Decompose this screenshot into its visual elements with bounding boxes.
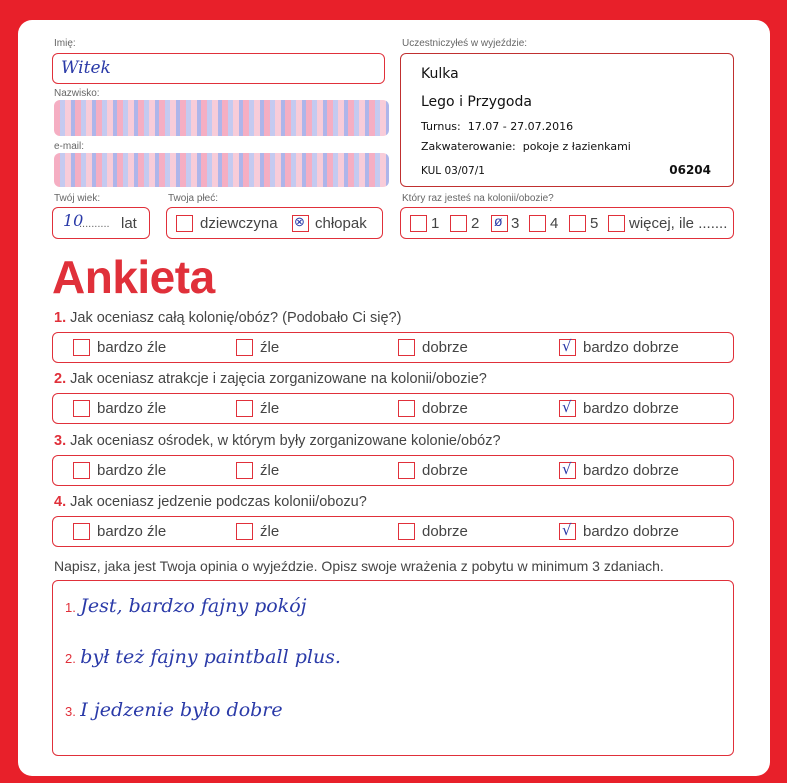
- camp-card: [400, 53, 734, 187]
- survey-title: Ankieta: [52, 251, 215, 303]
- age-value: 10: [63, 211, 84, 230]
- age-dots: ..........: [79, 218, 110, 230]
- opinion-line-3: [65, 699, 283, 721]
- question-number: 4.: [54, 494, 67, 510]
- question-number: 1.: [54, 310, 67, 326]
- name-value: Witek: [61, 58, 111, 78]
- gender-checkbox-boy[interactable]: [292, 215, 309, 232]
- q2-checkbox-3[interactable]: [398, 400, 415, 417]
- q1-checkbox-1[interactable]: [73, 339, 90, 356]
- email-redacted: [54, 153, 389, 187]
- times-checkbox-5[interactable]: [569, 215, 586, 232]
- q4-checkbox-1[interactable]: [73, 523, 90, 540]
- accom-row: [421, 140, 631, 153]
- camp-program: Lego i Przygoda: [421, 94, 532, 110]
- opinion-line-num: 2.: [65, 651, 76, 666]
- q2-option-label: bardzo źle: [97, 400, 167, 417]
- times-checkbox-4[interactable]: [529, 215, 546, 232]
- age-unit: lat: [121, 215, 137, 232]
- q4-option-label: dobrze: [422, 523, 468, 540]
- opinion-line-num: 3.: [65, 704, 76, 719]
- scribble-mark-icon: ⊗: [294, 214, 305, 229]
- q4-checkbox-4[interactable]: [559, 523, 576, 540]
- name-label: Imię:: [54, 38, 76, 49]
- q1-option-label: bardzo dobrze: [583, 339, 679, 356]
- q3-checkbox-1[interactable]: [73, 462, 90, 479]
- camp-number: 06204: [669, 163, 711, 177]
- gender-field: [166, 207, 383, 239]
- question-2-options: [52, 393, 734, 424]
- scribble-mark-icon: ø: [494, 213, 503, 229]
- turnus-row: [421, 120, 573, 133]
- question-2-text: [54, 371, 487, 387]
- question-label: Jak oceniasz całą kolonię/obóz? (Podobało Ci się?): [70, 310, 402, 326]
- times-checkbox-more[interactable]: [608, 215, 625, 232]
- gender-option-boy: chłopak: [315, 215, 367, 232]
- q1-checkbox-3[interactable]: [398, 339, 415, 356]
- surname-redacted: [54, 100, 389, 136]
- times-option-more: więcej, ile .......: [629, 215, 728, 232]
- opinion-prompt: Napisz, jaka jest Twoja opinia o wyjeździe. Opisz swoje wrażenia z pobytu w minimum 3 zdaniach.: [54, 558, 664, 574]
- q2-option-label: dobrze: [422, 400, 468, 417]
- question-label: Jak oceniasz jedzenie podczas kolonii/obozu?: [70, 494, 367, 510]
- q4-checkbox-3[interactable]: [398, 523, 415, 540]
- gender-checkbox-girl[interactable]: [176, 215, 193, 232]
- gender-label: Twoja płeć:: [168, 193, 219, 204]
- question-3-text: [54, 433, 501, 449]
- question-label: Jak oceniasz atrakcje i zajęcia zorganizowane na kolonii/obozie?: [70, 371, 487, 387]
- camp-code: KUL 03/07/1: [421, 165, 485, 177]
- q2-option-label: źle: [260, 400, 280, 417]
- age-label: Twój wiek:: [54, 193, 101, 204]
- age-field[interactable]: [52, 207, 150, 239]
- question-label: Jak oceniasz ośrodek, w którym były zorganizowane kolonie/obóz?: [70, 433, 501, 449]
- accom-label: Zakwaterowanie:: [421, 140, 516, 153]
- q3-option-label: bardzo źle: [97, 462, 167, 479]
- participant-label: Uczestniczyłeś w wyjeździe:: [402, 38, 528, 49]
- opinion-line-text: Jest, bardzo fajny pokój: [80, 595, 307, 617]
- q3-option-label: źle: [260, 462, 280, 479]
- q4-checkbox-2[interactable]: [236, 523, 253, 540]
- times-checkbox-2[interactable]: [450, 215, 467, 232]
- q4-option-label: bardzo dobrze: [583, 523, 679, 540]
- q1-checkbox-4[interactable]: [559, 339, 576, 356]
- turnus-value: 17.07 - 27.07.2016: [467, 120, 574, 133]
- q2-checkbox-1[interactable]: [73, 400, 90, 417]
- times-checkbox-1[interactable]: [410, 215, 427, 232]
- question-number: 2.: [54, 371, 67, 387]
- opinion-line-text: był też fajny paintball plus.: [80, 646, 341, 668]
- times-label: Który raz jesteś na kolonii/obozie?: [402, 193, 554, 204]
- times-checkbox-3[interactable]: [491, 215, 508, 232]
- check-mark-icon: √: [562, 460, 572, 478]
- question-4-text: [54, 494, 367, 510]
- question-3-options: [52, 455, 734, 486]
- opinion-line-num: 1.: [65, 600, 76, 615]
- q1-checkbox-2[interactable]: [236, 339, 253, 356]
- q4-option-label: bardzo źle: [97, 523, 167, 540]
- gender-option-girl: dziewczyna: [200, 215, 278, 232]
- q2-checkbox-2[interactable]: [236, 400, 253, 417]
- q2-checkbox-4[interactable]: [559, 400, 576, 417]
- q3-option-label: dobrze: [422, 462, 468, 479]
- q3-checkbox-2[interactable]: [236, 462, 253, 479]
- q2-option-label: bardzo dobrze: [583, 400, 679, 417]
- accom-value: pokoje z łazienkami: [522, 140, 631, 153]
- q4-option-label: źle: [260, 523, 280, 540]
- check-mark-icon: √: [562, 398, 572, 416]
- opinion-line-1: [65, 595, 307, 617]
- q1-option-label: źle: [260, 339, 280, 356]
- survey-form: [18, 20, 770, 776]
- check-mark-icon: √: [562, 521, 572, 539]
- check-mark-icon: √: [562, 337, 572, 355]
- q1-option-label: dobrze: [422, 339, 468, 356]
- camp-name: Kulka: [421, 66, 459, 82]
- times-option-3: 3: [511, 215, 520, 232]
- question-4-options: [52, 516, 734, 547]
- name-field[interactable]: [52, 53, 385, 84]
- opinion-textarea[interactable]: [52, 580, 734, 756]
- times-option-4: 4: [550, 215, 559, 232]
- surname-label: Nazwisko:: [54, 88, 100, 99]
- email-label: e-mail:: [54, 141, 85, 152]
- q3-checkbox-4[interactable]: [559, 462, 576, 479]
- question-1-text: [54, 310, 401, 326]
- opinion-line-text: I jedzenie było dobre: [80, 699, 283, 721]
- times-field: [400, 207, 734, 239]
- question-number: 3.: [54, 433, 67, 449]
- question-1-options: [52, 332, 734, 363]
- q3-option-label: bardzo dobrze: [583, 462, 679, 479]
- q3-checkbox-3[interactable]: [398, 462, 415, 479]
- times-option-2: 2: [471, 215, 480, 232]
- q1-option-label: bardzo źle: [97, 339, 167, 356]
- opinion-line-2: [65, 646, 341, 668]
- times-option-1: 1: [431, 215, 440, 232]
- turnus-label: Turnus:: [421, 120, 461, 133]
- times-option-5: 5: [590, 215, 599, 232]
